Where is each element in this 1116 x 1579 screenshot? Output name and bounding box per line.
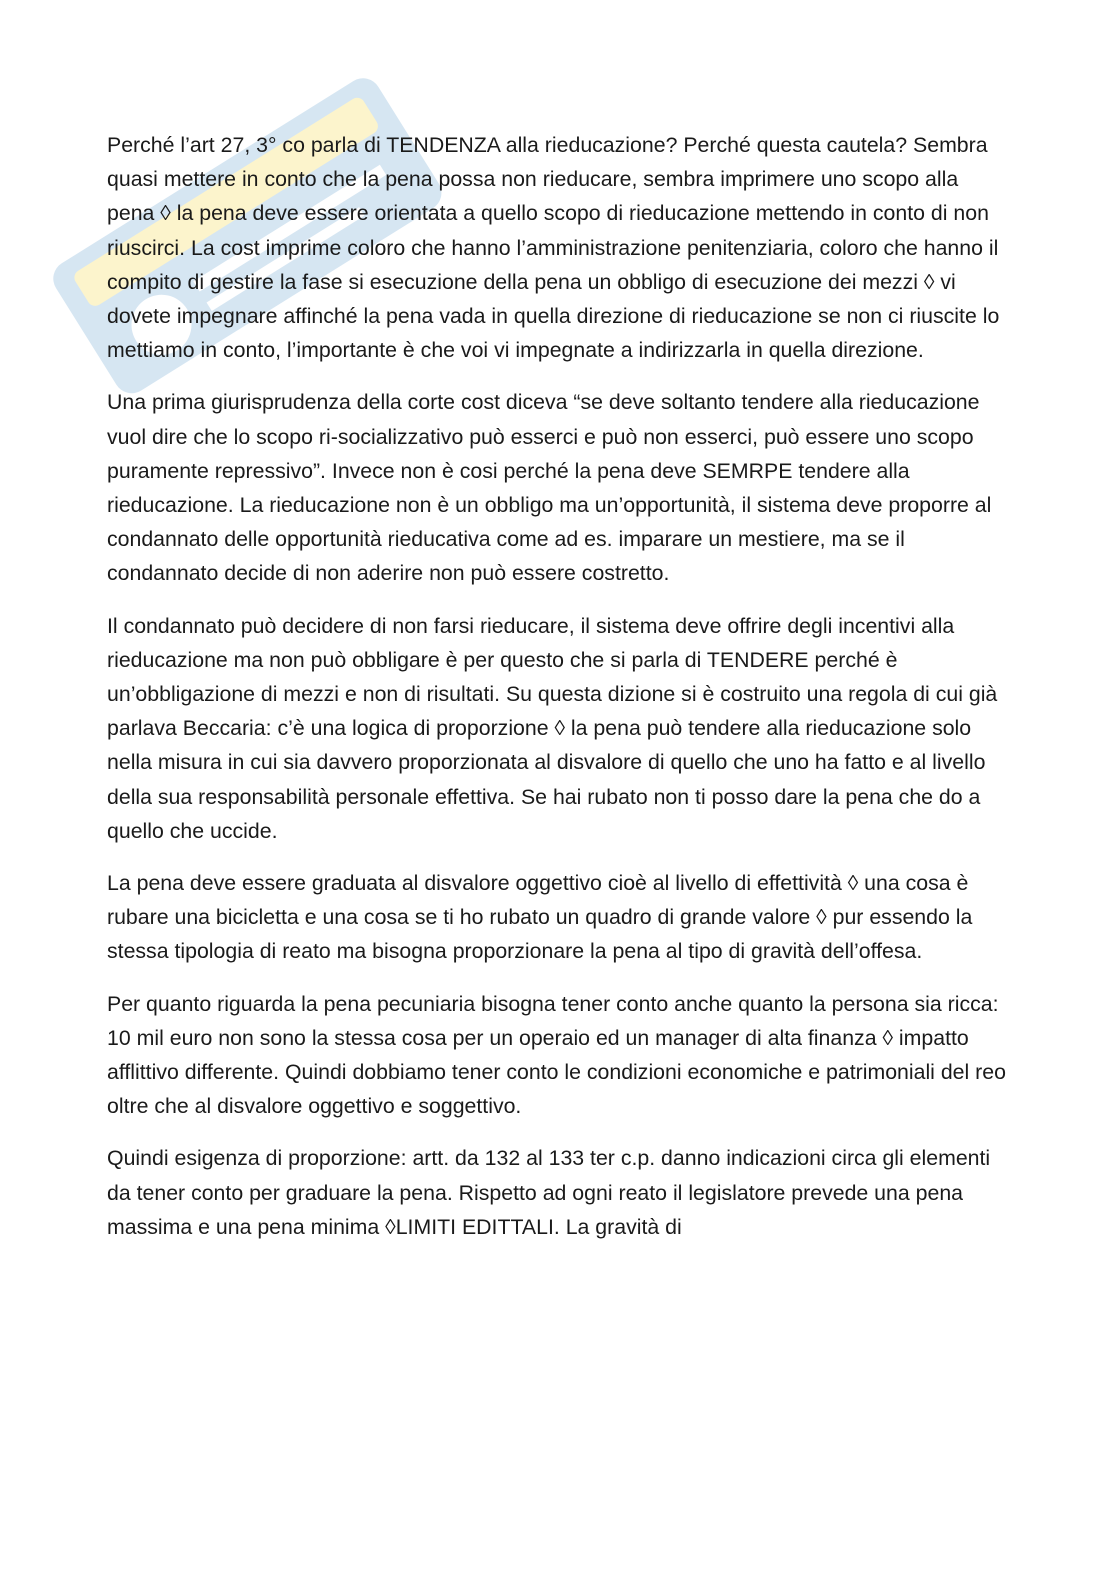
paragraph: La pena deve essere graduata al disvalore oggettivo cioè al livello di effettività ◊ una cosa è rubare una bicicletta e una cosa se ti ho rubato un quadro di grande valore ◊ pur essendo la stessa tipologia di reato ma bisogna proporzionare la pena al tipo di gravità dell’offesa. <box>107 871 973 964</box>
paragraph: Perché l’art 27, 3° co parla di TENDENZA alla rieducazione? Perché questa cautela? Sembra quasi mettere in conto che la pena possa non rieducare, sembra imprimere uno scopo alla pena ◊ la pena deve essere orientata a quello scopo di rieducazione mettendo in conto di non riuscirci. La cost imprime coloro che hanno l’amministrazione penitenziaria, coloro che hanno il compito di gestire la fase si esecuzione della pena un obbligo di esecuzione dei mezzi ◊ vi dovete impegnare affinché la pena vada in quella direzione di rieducazione se non ci riuscite lo mettiamo in conto, l’importante è che voi vi impegnate a indirizzarla in quella direzione. <box>107 133 1000 363</box>
paragraph: Una prima giurisprudenza della corte cost diceva “se deve soltanto tendere alla rieducazione vuol dire che lo scopo ri-socializzativo può esserci e può non esserci, può essere uno scopo puramente repressivo”. Invece non è cosi perché la pena deve SEMRPE tendere alla rieducazione. La rieducazione non è un obbligo ma un’opportunità, il sistema deve proporre al condannato delle opportunità rieducativa come ad es. imparare un mestiere, ma se il condannato decide di non aderire non può essere costretto. <box>107 390 992 586</box>
paragraph: Quindi esigenza di proporzione: artt. da 132 al 133 ter c.p. danno indicazioni circa gli elementi da tener conto per graduare la pena. Rispetto ad ogni reato il legislatore prevede una pena massima e una pena minima ◊LIMITI EDITTALI. La gravità di <box>107 1146 991 1239</box>
paragraph: Il condannato può decidere di non farsi rieducare, il sistema deve offrire degli incentivi alla rieducazione ma non può obbligare è per questo che si parla di TENDERE perché è un’obbligazione di mezzi e non di risultati. Su questa dizione si è costruito una regola di cui già parlava Beccaria: c’è una logica di proporzione ◊ la pena può tendere alla rieducazione solo nella misura in cui sia davvero proporzionata al disvalore di quello che uno ha fatto e al livello della sua responsabilità personale effettiva. Se hai rubato non ti posso dare la pena che do a quello che uccide. <box>107 613 998 843</box>
document-body <box>107 128 1009 1262</box>
paragraph: Per quanto riguarda la pena pecuniaria bisogna tener conto anche quanto la persona sia ricca: 10 mil euro non sono la stessa cosa per un operaio ed un manager di alta finanza ◊ impatto afflittivo differente. Quindi dobbiamo tener conto le condizioni economiche e patrimoniali del reo oltre che al disvalore oggettivo e soggettivo. <box>107 991 1006 1119</box>
